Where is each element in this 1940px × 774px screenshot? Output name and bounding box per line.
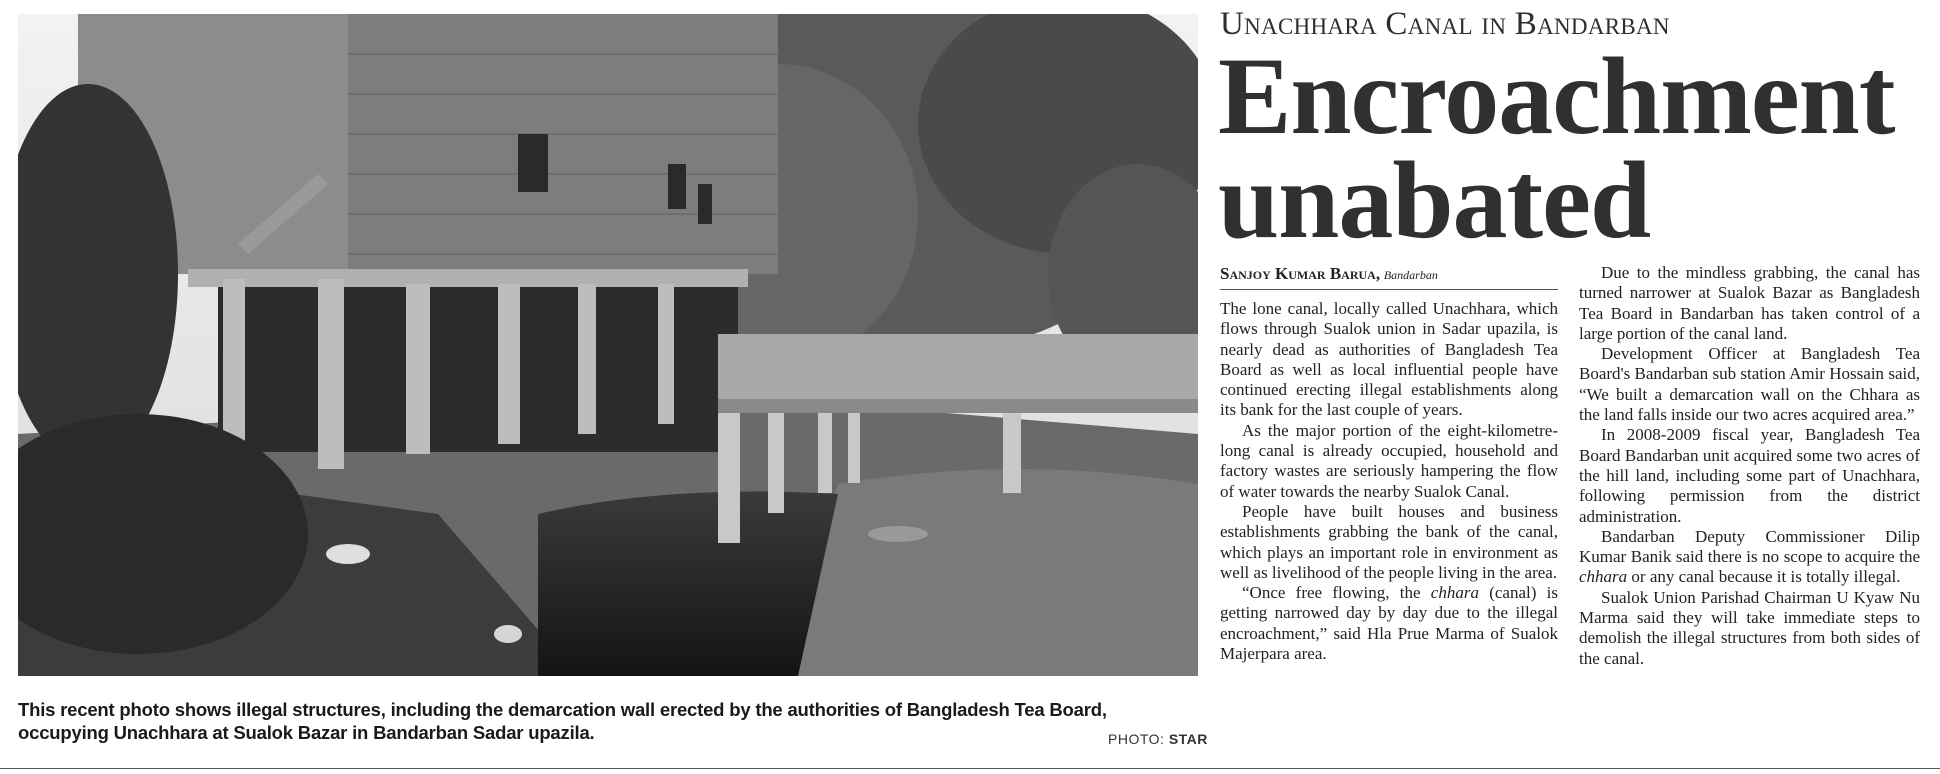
kicker-title: Unachhara Canal in Bandarban	[1220, 6, 1670, 42]
paragraph: In 2008-2009 fiscal year, Bangladesh Tea Board Bandarban unit acquired some two acres of the hill land, including some part of Unachhara, following permission from the district administration.	[1579, 425, 1920, 526]
headline-line-1: Encroachment	[1218, 35, 1895, 157]
paragraph: “Once free flowing, the chhara (canal) is getting narrowed day by day due to the illegal encroachment,” said Hla Prue Marma of Sualok Majerpara area.	[1220, 583, 1558, 664]
photo-credit	[1108, 731, 1208, 747]
photo-credit-label: PHOTO:	[1108, 731, 1165, 747]
byline-place: Bandarban	[1383, 268, 1438, 282]
news-photo	[18, 14, 1198, 676]
paragraph: Sualok Union Parishad Chairman U Kyaw Nu Marma said they will take immediate steps to demolish the illegal structures from both sides of the canal.	[1579, 587, 1920, 668]
paragraph: Due to the mindless grabbing, the canal has turned narrower at Sualok Bazar as Bangladesh Tea Board in Bandarban has taken control of a large portion of the canal land.	[1579, 263, 1920, 343]
byline-author: Sanjoy Kumar Barua,	[1220, 264, 1381, 283]
bottom-rule	[0, 768, 1940, 769]
paragraph: Bandarban Deputy Commissioner Dilip Kumar Banik said there is no scope to acquire the chhara or any canal because it is totally illegal.	[1579, 526, 1920, 587]
paragraph: As the major portion of the eight-kilometre-long canal is already occupied, household and factory wastes are seriously hampering the flow of water towards the nearby Sualok Canal.	[1220, 420, 1558, 501]
paragraph: People have built houses and business establishments grabbing the bank of the canal, which plays an important role in environment as well as livelihood of the people living in the area.	[1220, 501, 1558, 582]
byline	[1220, 264, 1438, 284]
paragraph: Development Officer at Bangladesh Tea Board's Bandarban sub station Amir Hossain said, “We built a demarcation wall on the Chhara as the land falls inside our two acres acquired area.”	[1579, 344, 1920, 425]
photo-credit-source: STAR	[1168, 731, 1208, 747]
article-column-2	[1579, 263, 1920, 669]
byline-rule	[1220, 289, 1558, 290]
article-column-1	[1220, 299, 1558, 664]
headline-line-2: unabated	[1218, 139, 1651, 261]
headline	[1218, 35, 1895, 261]
paragraph: The lone canal, locally called Unachhara, which flows through Sualok union in Sadar upazila, is nearly dead as authorities of Bangladesh Tea Board as well as local influential people have continued erecting illegal establishments along its bank for the last couple of years.	[1220, 299, 1558, 420]
photo-caption: This recent photo shows illegal structures, including the demarcation wall erected by the authorities of Bangladesh Tea Board, occupying Unachhara at Sualok Bazar in Bandarban Sadar upazila.	[18, 699, 1107, 743]
